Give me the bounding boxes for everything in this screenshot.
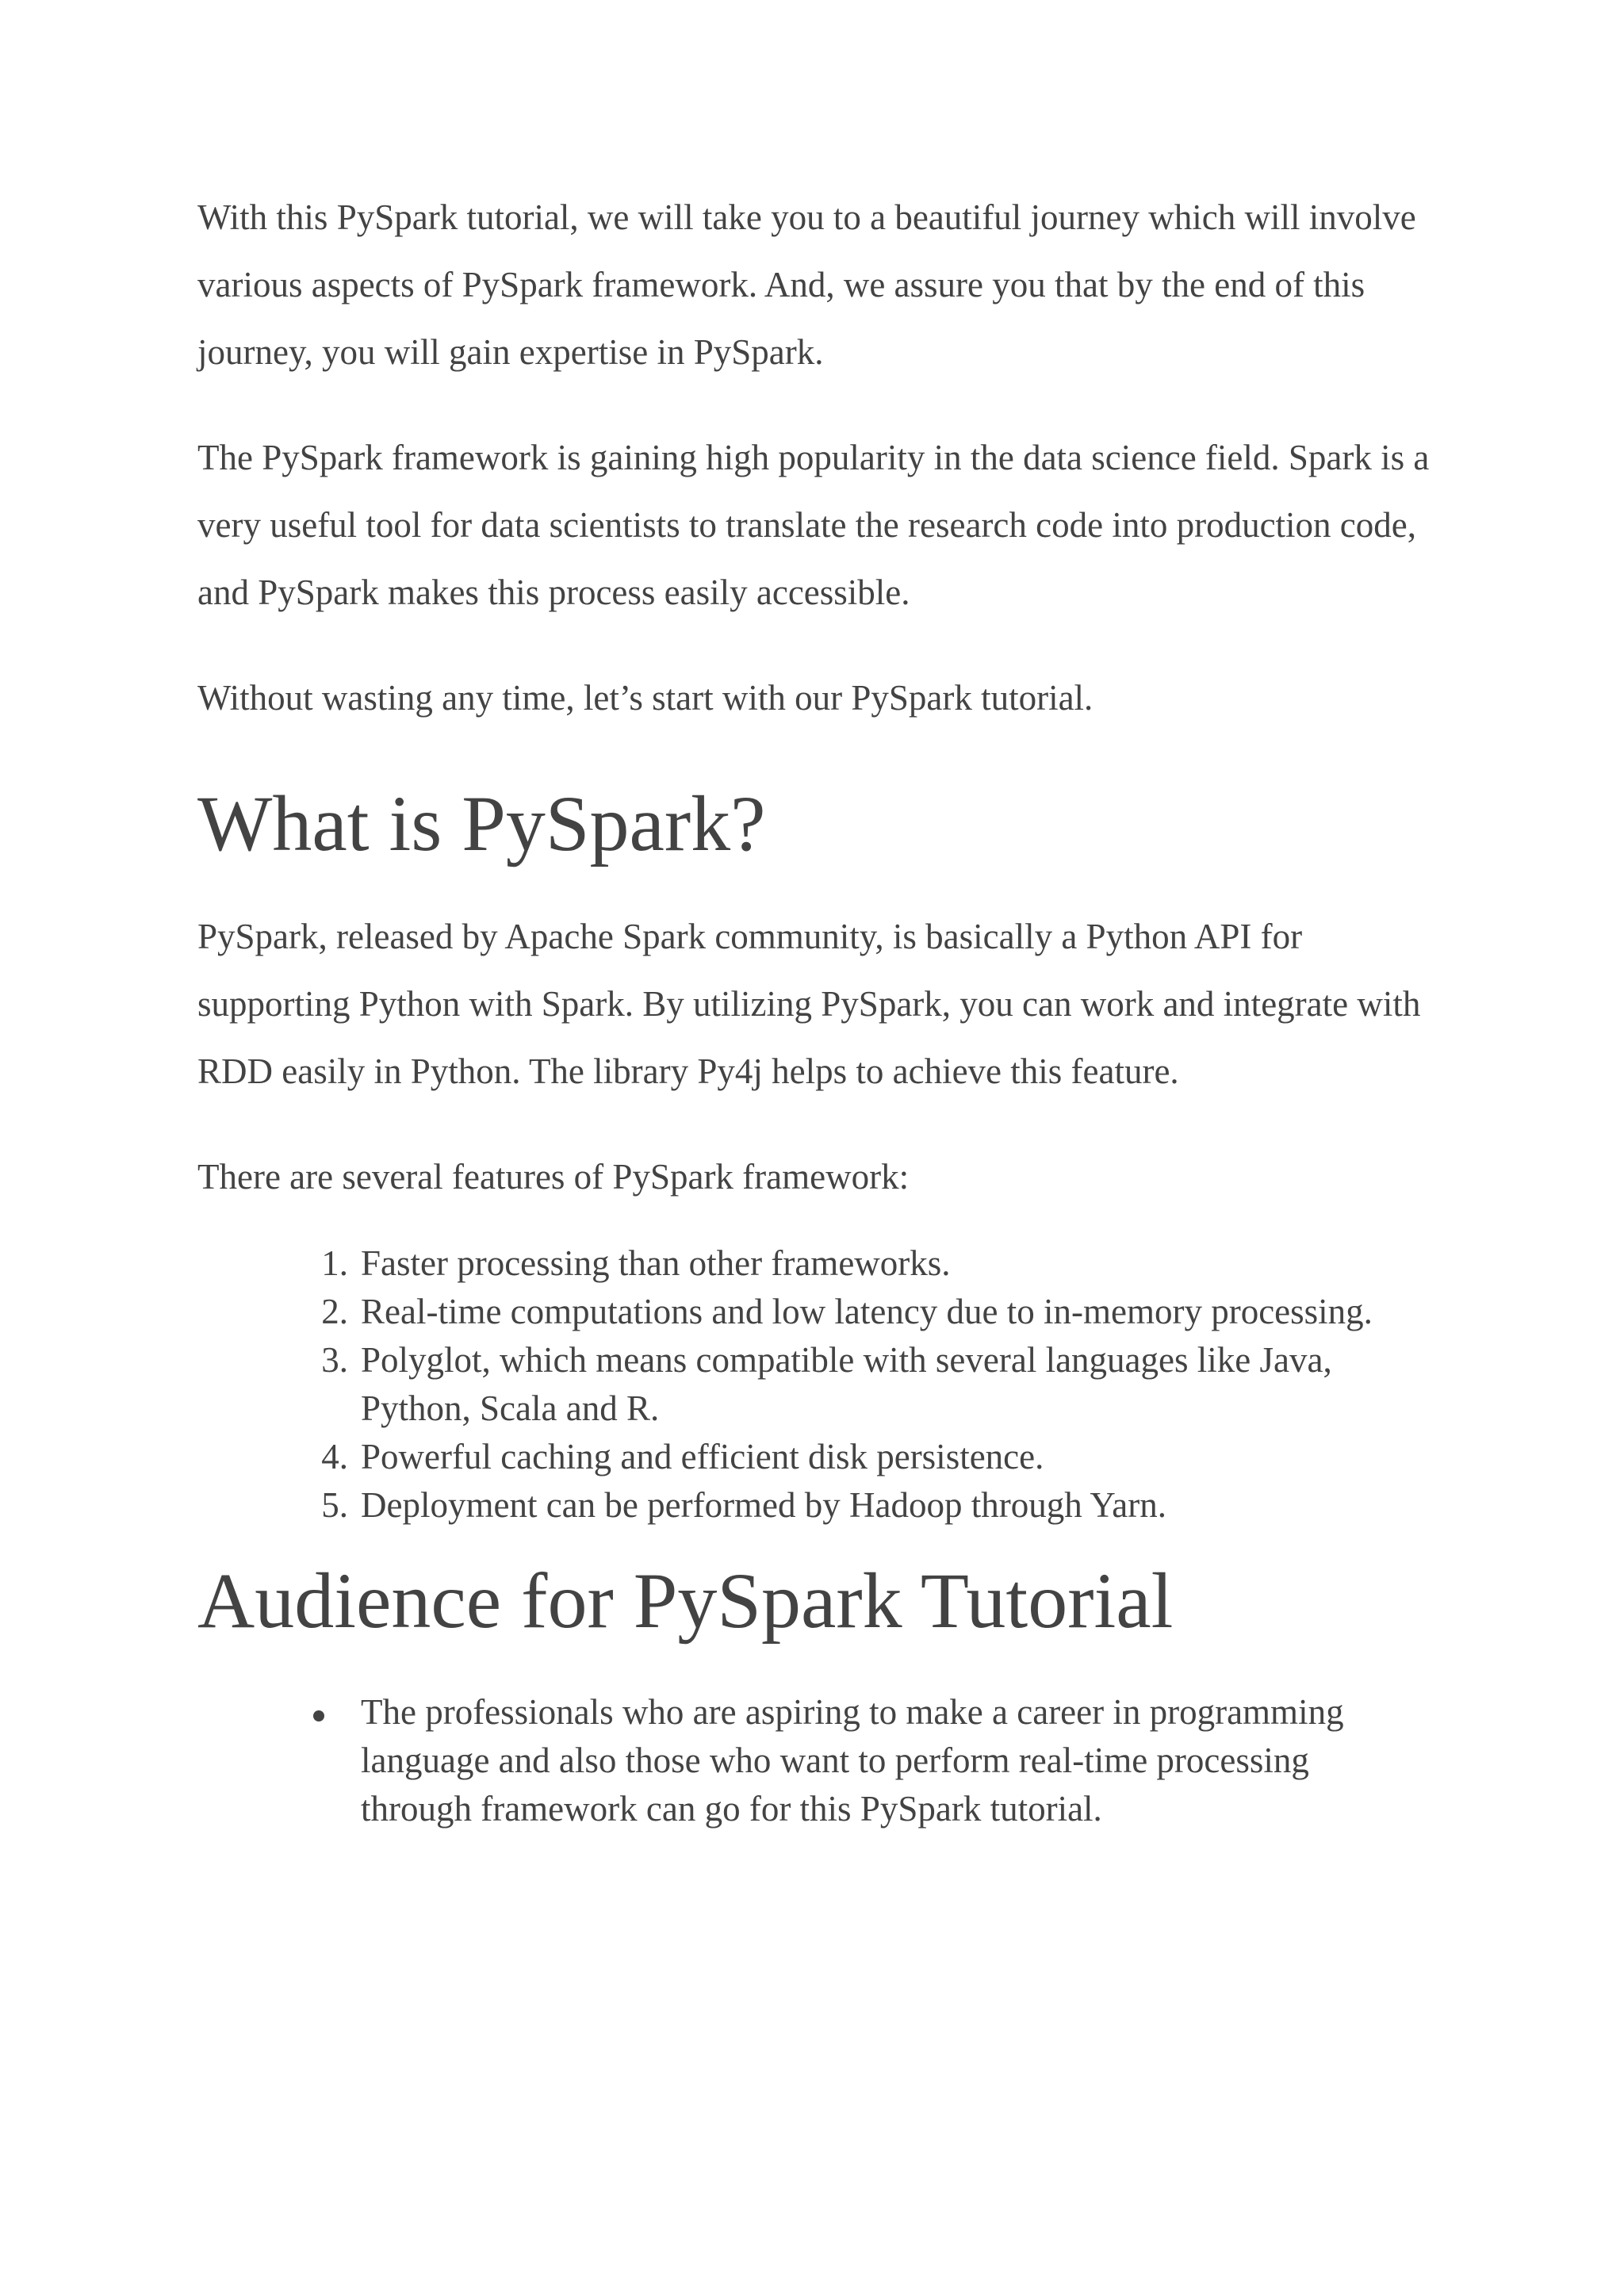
list-number: 2. xyxy=(321,1292,348,1331)
list-item-text: Deployment can be performed by Hadoop through Yarn. xyxy=(361,1485,1167,1525)
list-number: 5. xyxy=(321,1485,348,1525)
intro-paragraph-3: Without wasting any time, let’s start with our PySpark tutorial. xyxy=(197,678,1094,718)
heading-what-is-pyspark: What is PySpark? xyxy=(197,779,766,867)
bullet-icon xyxy=(313,1710,324,1721)
list-number: 4. xyxy=(321,1437,348,1476)
list-number: 1. xyxy=(321,1243,348,1283)
heading-audience: Audience for PySpark Tutorial xyxy=(197,1557,1174,1645)
list-item xyxy=(197,1433,1434,1481)
list-number: 3. xyxy=(321,1340,348,1380)
features-intro: There are several features of PySpark framework: xyxy=(197,1157,910,1197)
list-item xyxy=(197,1336,1434,1433)
list-item-text: The professionals who are aspiring to make a career in programming language and also those who want to perform real-time processing through framework can go for this PySpark tutorial. xyxy=(361,1692,1344,1829)
audience-list xyxy=(197,1688,1434,1833)
what-is-paragraph: PySpark, released by Apache Spark community, is basically a Python API for supporting Python with Spark. By utilizing PySpark, you can work and integrate with RDD easily in Python. The library Py4j helps to achieve this feature. xyxy=(197,917,1421,1091)
list-item xyxy=(197,1288,1434,1336)
list-item xyxy=(197,1688,1434,1833)
list-item-text: Polyglot, which means compatible with several languages like Java, Python, Scala and R. xyxy=(361,1340,1332,1428)
list-item xyxy=(197,1239,1434,1288)
list-item-text: Real-time computations and low latency due to in-memory processing. xyxy=(361,1292,1373,1331)
features-list xyxy=(197,1239,1434,1530)
list-item xyxy=(197,1481,1434,1530)
list-item-text: Faster processing than other frameworks. xyxy=(361,1243,951,1283)
list-item-text: Powerful caching and efficient disk persistence. xyxy=(361,1437,1044,1476)
intro-paragraph-2: The PySpark framework is gaining high popularity in the data science field. Spark is a very useful tool for data scientists to translate the research code into production code, and PySpark makes this process easily accessible. xyxy=(197,438,1430,612)
intro-paragraph-1: With this PySpark tutorial, we will take you to a beautiful journey which will involve various aspects of PySpark framework. And, we assure you that by the end of this journey, you will gain expertise in PySpark. xyxy=(197,197,1416,372)
document-page xyxy=(197,184,1434,1833)
